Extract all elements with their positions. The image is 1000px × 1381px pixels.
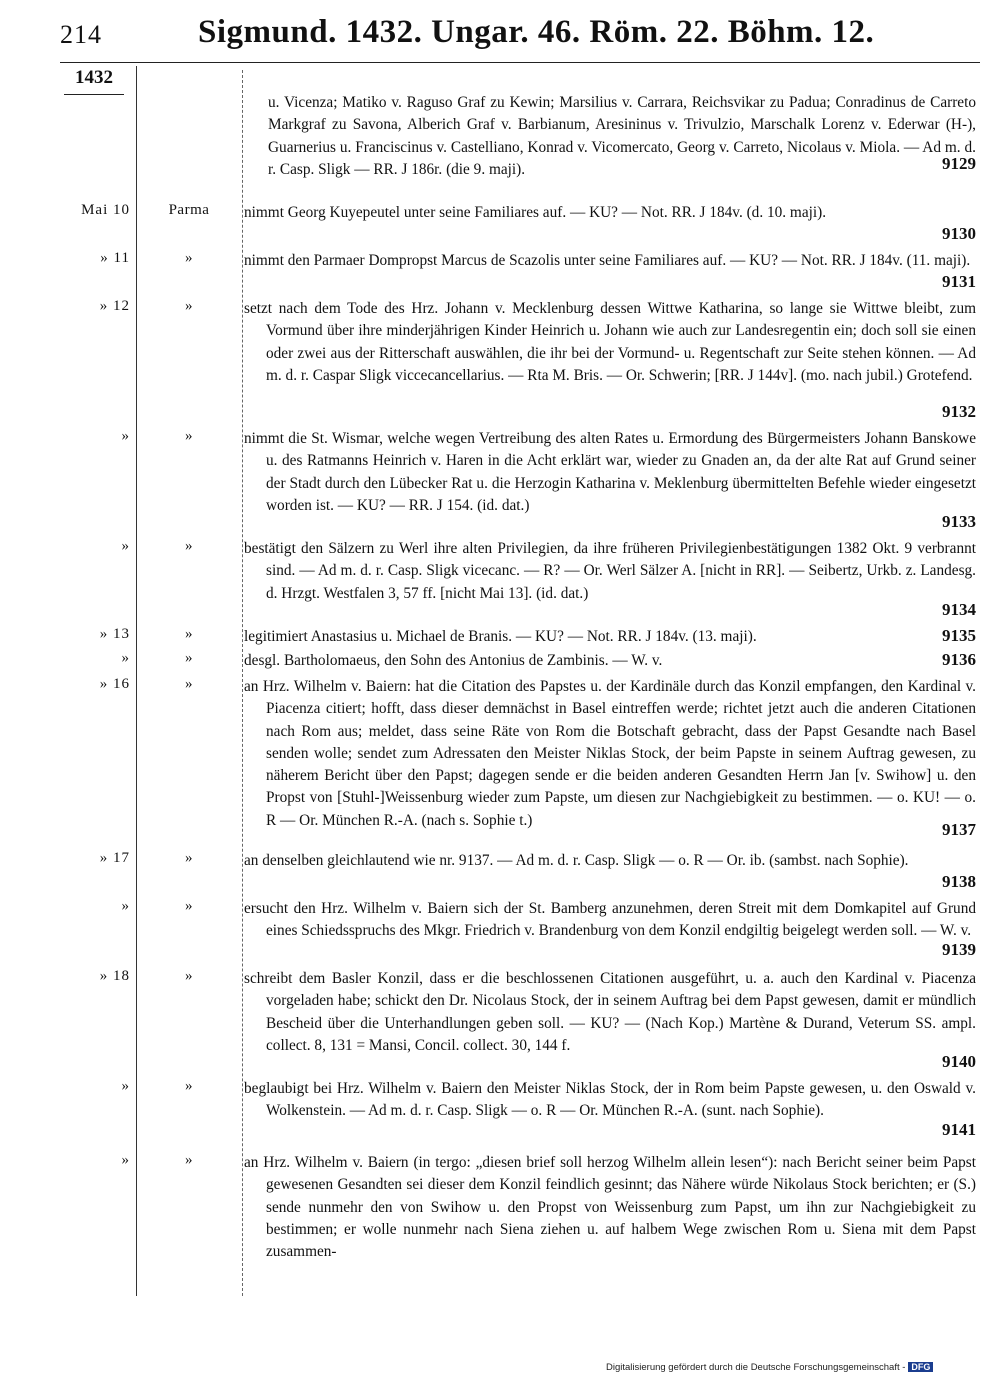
entry-date: » (121, 428, 130, 444)
page-number: 214 (60, 20, 102, 49)
page-header (60, 14, 980, 54)
entry-text: nimmt Georg Kuyepeutel unter seine Familiares auf. — KU? — Not. RR. J 184v. (d. 10. maji). (244, 204, 827, 221)
entry-text: nimmt den Parmaer Dompropst Marcus de Scazolis unter seine Familiares auf. — KU? — Not. RR. J 184v. (11. maji). (244, 252, 971, 269)
entry-number: 9131 (942, 272, 976, 291)
entry-place: » (185, 538, 193, 554)
entry-place: » (185, 1078, 193, 1094)
entry-text: ersucht den Hrz. Wilhelm v. Baiern sich der St. Bamberg anzunehmen, deren Streit mit dem Domkapitel auf Grund eines Schiedsspruchs des Mkgr. Friedrich v. Brandenburg von dem Konzil endgiltig beigelegt werden soll. — W. v. (244, 900, 976, 940)
entry-place: » (185, 898, 193, 914)
entry-number: 9129 (942, 154, 976, 173)
entry-date: » 12 (99, 298, 130, 314)
credit-text: Digitalisierung gefördert durch die Deutsche Forschungsgemeinschaft - (606, 1362, 906, 1373)
entry-text: setzt nach dem Tode des Hrz. Johann v. Mecklenburg dessen Wittwe Katharina, so lange sie Wittwe bleibt, zum Vormund über ihre minderjährigen Kinder Heinrich u. Johann wie auch zur Landesregentin ein; doch soll sie einen oder zwei aus der Ritterschaft auswählen, die ihr bei der Vormund- u. Regentschaft zur Seite stehen können. — Ad m. d. r. Caspar Sligk viccecancellarius. — Rta M. Bris. — Or. Schwerin; [RR. J 144v]. (mo. nach jubil.) Grotefend. (244, 300, 976, 384)
entry-date: Mai 10 (81, 202, 130, 218)
entry-text: an Hrz. Wilhelm v. Baiern: hat die Citation des Papstes u. der Kardinäle durch das Konzil empfangen, den Kardinal v. Piacenza citiert; hofft, dass dieser demnächst in Basel eintreffen werde; richtet jetzt auch die anderen Citationen nach Rom aus; meldet, dass seine Räte von Rom die Botschaft gebracht, dass der Papst Gesandte nach Basel senden wolle; sendet zum Adressaten den Meister Niklas Stock, der beim Papste in seinem Auftrag gewesen, zu näherem Bericht über den Papst; dagegen sende er die beiden anderen Gesandten Herrn Jan [v. Swihow] u. den Propst von [Stuhl-]Weissenburg wieder zum Papste, um diesen zur Nachgiebigkeit zu bestimmen. — o. KU! — o. R — Or. München R.-A. (nach s. Sophie t.) (244, 678, 976, 829)
entry-date: » 18 (99, 968, 130, 984)
entry-date: » (121, 538, 130, 554)
entry-number: 9140 (942, 1052, 976, 1071)
entry-number: 9138 (942, 872, 976, 891)
entry-place: » (185, 650, 193, 666)
entry-place: » (185, 968, 193, 984)
entry-text: nimmt die St. Wismar, welche wegen Vertreibung des alten Rates u. Ermordung des Bürgermeisters Johann Banskowe u. des Ratmanns Heinrich v. Haren in die Acht erklärt war, wieder zu Gnaden an, da der alte Rat auf Grund seiner der Stadt durch den Lübecker Rat u. die Herzogin Katharina v. Meklenburg übermittelten Befehle wieder eingesetzt worden ist. — KU? — RR. J 154. (id. dat.) (244, 430, 976, 514)
entry-date: » 16 (99, 676, 130, 692)
entry-place: Parma (168, 202, 210, 218)
entry-date: » 11 (100, 250, 130, 266)
entry-place: » (185, 298, 193, 314)
header-rule (60, 62, 980, 63)
entry-text: schreibt dem Basler Konzil, dass er die beschlossenen Citationen ausgeführt, u. a. auch den Kardinal v. Piacenza vorgeladen habe; schickt den Dr. Nicolaus Stock, der in seinem Auftrag bei dem Papst gewesen, damit er mündlich Bescheid über die Unterhandlungen geben soll. — KU? — (Nach Kop.) Martène & Durand, Veterum SS. ampl. collect. 8, 131 = Mansi, Concil. collect. 30, 144 f. (244, 970, 976, 1054)
entry-place: » (185, 428, 193, 444)
entry-number: 9136 (942, 650, 976, 669)
entry-date: » (121, 650, 130, 666)
entry-text: desgl. Bartholomaeus, den Sohn des Antonius de Zambinis. — W. v. (244, 652, 663, 669)
entry-text: bestätigt den Sälzern zu Werl ihre alten Privilegien, da ihre früheren Privilegienbestätigungen 1382 Okt. 9 verbrannt sind. — Ad m. d. r. Casp. Sligk vicecanc. — R? — Or. Werl Sälzer A. [nicht in RR]. — Seibertz, Urkb. z. Landesg. d. Hrzgt. Westfalen 3, 57 ff. [nicht Mai 13]. (id. dat.) (244, 540, 976, 602)
entry-date: » (121, 898, 130, 914)
entry-number: 9134 (942, 600, 976, 619)
digitization-credit (606, 1362, 933, 1373)
dfg-logo: DFG (908, 1362, 933, 1372)
entry-number: 9130 (942, 224, 976, 243)
year-heading: 1432 (64, 66, 124, 95)
running-title: Sigmund. 1432. Ungar. 46. Röm. 22. Böhm. 12. (198, 14, 875, 50)
entry-number: 9141 (942, 1120, 976, 1139)
entry-text: an denselben gleichlautend wie nr. 9137. — Ad m. d. r. Casp. Sligk — o. R — Or. ib. (sambst. nach Sophie). (244, 852, 909, 869)
text-column-rule (242, 70, 243, 1296)
entry-place: » (185, 626, 193, 642)
entry-text: an Hrz. Wilhelm v. Baiern (in tergo: „diesen brief soll herzog Wilhelm allein lesen“): nach Bericht seiner beim Papst gewesenen Gesandten sei dieser dem Konzil feindlich gesinnt; das Nähere würde Nikolaus Stock berichten; er (S.) sende nunmehr den von Swihow u. den Propst von Weissenburg zum Papst, um ihn zur Nachgiebigkeit zu bestimmen; er wolle nunmehr nach Siena ziehen u. auf halbem Wege zwischen Rom u. Siena mit dem Papst zusammen- (244, 1154, 976, 1261)
entry-text: legitimiert Anastasius u. Michael de Branis. — KU? — Not. RR. J 184v. (13. maji). (244, 628, 757, 645)
entry-number: 9133 (942, 512, 976, 531)
entry-place: » (185, 250, 193, 266)
entry-place: » (185, 1152, 193, 1168)
entry-number: 9135 (942, 626, 976, 645)
entry-place: » (185, 850, 193, 866)
entry-text: u. Vicenza; Matiko v. Raguso Graf zu Kewin; Marsilius v. Carrara, Reichsvikar zu Padua; Conradinus de Carreto Markgraf zu Savona, Alberich Graf v. Barbianum, Aresininus v. Trivulzio, Marschalk Lorenz v. Ederwar (H-), Guarnerius u. Franciscinus v. Castelliano, Konrad v. Vicomercato, Georg v. Carreto, Nicolaus v. Miola. — Ad m. d. r. Casp. Sligk — RR. J 186r. (die 9. maji). (268, 94, 976, 178)
entry-date: » 17 (99, 850, 130, 866)
entry-date: » 13 (99, 626, 130, 642)
entry-date: » (121, 1152, 130, 1168)
entry-place: » (185, 676, 193, 692)
entry-number: 9132 (942, 402, 976, 421)
date-column-rule (136, 66, 137, 1296)
entry-date: » (121, 1078, 130, 1094)
entry-number: 9137 (942, 820, 976, 839)
entry-number: 9139 (942, 940, 976, 959)
entry-text: beglaubigt bei Hrz. Wilhelm v. Baiern den Meister Niklas Stock, der in Rom beim Papste gewesen, u. den Oswald v. Wolkenstein. — Ad m. d. r. Casp. Sligk — o. R — Or. München R.-A. (sunt. nach Sophie). (244, 1080, 976, 1120)
